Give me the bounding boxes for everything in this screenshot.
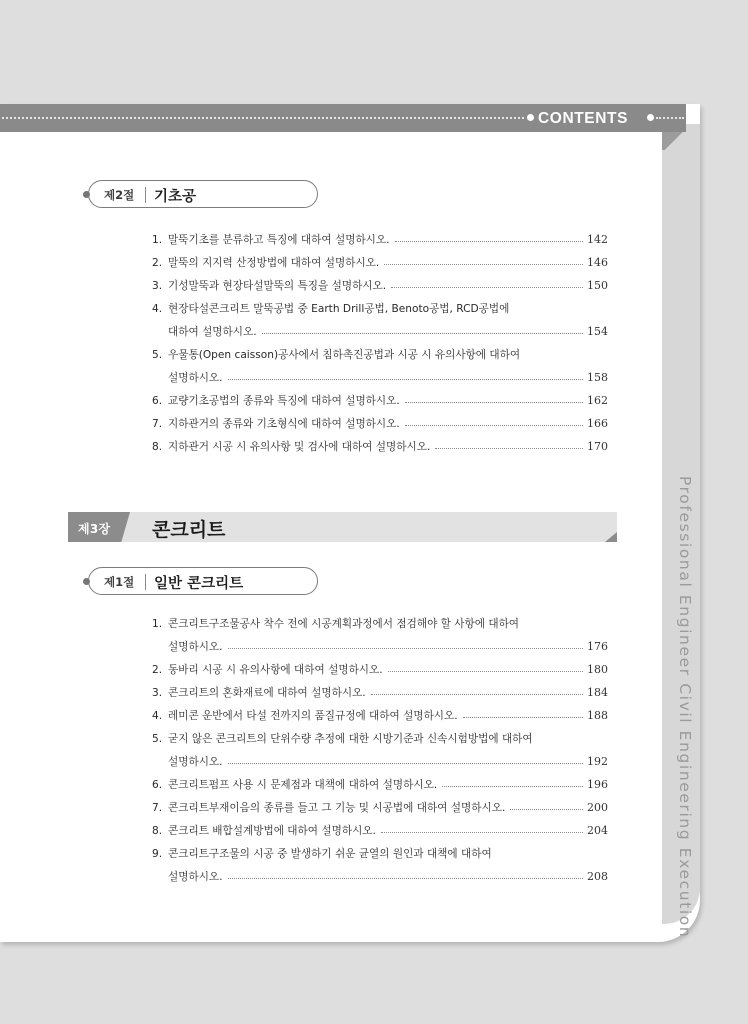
item-text: 콘크리트의 혼화재료에 대하여 설명하시오. <box>168 687 366 699</box>
item-number: 3. <box>152 279 163 292</box>
dot-leader <box>371 694 583 695</box>
item-text: 동바리 시공 시 유의사항에 대하여 설명하시오. <box>168 664 383 676</box>
dot-leader <box>391 287 583 288</box>
item-number: 2. <box>152 256 163 269</box>
section-title: 기초공 <box>154 189 197 205</box>
toc-line <box>152 842 608 865</box>
bullet-icon <box>647 114 654 121</box>
dot-leader <box>384 264 583 265</box>
toc-line <box>152 773 608 796</box>
corner-mark <box>605 532 617 542</box>
item-number: 1. <box>152 233 163 246</box>
toc-entry[interactable] <box>152 658 608 681</box>
bullet-icon <box>527 114 534 121</box>
toc-line <box>152 658 608 681</box>
divider <box>145 187 146 203</box>
toc-entry[interactable] <box>152 274 608 297</box>
dot-leader <box>228 763 583 764</box>
toc-line <box>152 343 608 366</box>
item-text: 말뚝의 지지력 산정방법에 대하여 설명하시오. <box>168 257 380 269</box>
item-text: 지하관거의 종류와 기초형식에 대하여 설명하시오. <box>168 418 400 430</box>
toc-line <box>152 366 608 389</box>
bullet-icon <box>83 191 90 198</box>
dot-leader <box>405 402 583 403</box>
item-text: 콘크리트구조물공사 착수 전에 시공계획과정에서 점검해야 할 사항에 대하여 <box>168 618 520 630</box>
item-number: 8. <box>152 440 163 453</box>
chapter-number: 제3장 <box>78 522 111 536</box>
dot-leader <box>228 648 583 649</box>
toc-line <box>152 389 608 412</box>
dot-leader <box>228 878 583 879</box>
page-number: 196 <box>587 778 608 791</box>
toc-entry[interactable] <box>152 389 608 412</box>
toc-entry[interactable] <box>152 412 608 435</box>
page-number: 158 <box>587 371 608 384</box>
toc-entry[interactable] <box>152 796 608 819</box>
divider <box>145 574 146 590</box>
dotted-rule <box>656 117 684 119</box>
side-title: Professional Engineer Civil Engineering Execution <box>676 476 694 939</box>
item-text: 말뚝기초를 분류하고 특징에 대하여 설명하시오. <box>168 234 390 246</box>
dotted-rule <box>2 117 524 119</box>
toc-entry[interactable] <box>152 842 608 888</box>
toc-entry[interactable] <box>152 297 608 343</box>
toc-line <box>152 635 608 658</box>
item-number: 2. <box>152 663 163 676</box>
section-header <box>88 567 318 595</box>
toc-entry[interactable] <box>152 819 608 842</box>
toc-line <box>152 681 608 704</box>
section-number: 제1절 <box>104 575 135 589</box>
item-number: 6. <box>152 778 163 791</box>
toc-entry[interactable] <box>152 251 608 274</box>
item-number: 6. <box>152 394 163 407</box>
toc-entry[interactable] <box>152 343 608 389</box>
toc-entry[interactable] <box>152 773 608 796</box>
item-number: 1. <box>152 617 163 630</box>
item-number: 4. <box>152 302 163 315</box>
item-text: 콘크리트 배합설계방법에 대하여 설명하시오. <box>168 825 376 837</box>
toc-entry[interactable] <box>152 681 608 704</box>
item-text: 설명하시오. <box>168 372 223 384</box>
item-number: 8. <box>152 824 163 837</box>
toc-line <box>152 297 608 320</box>
toc-line <box>152 412 608 435</box>
toc-line <box>152 320 608 343</box>
section-header <box>88 180 318 208</box>
item-number: 5. <box>152 732 163 745</box>
toc-line <box>152 865 608 888</box>
item-text: 우물통(Open caisson)공사에서 침하촉진공법과 시공 시 유의사항에 대하여 <box>168 349 521 361</box>
toc-line <box>152 435 608 458</box>
item-text: 지하관거 시공 시 유의사항 및 검사에 대하여 설명하시오. <box>168 441 431 453</box>
page-number: 166 <box>587 417 608 430</box>
toc-entry[interactable] <box>152 228 608 251</box>
item-text: 콘크리트펌프 사용 시 문제점과 대책에 대하여 설명하시오. <box>168 779 438 791</box>
toc-entry[interactable] <box>152 612 608 658</box>
toc-line <box>152 819 608 842</box>
page-number: 146 <box>587 256 608 269</box>
dot-leader <box>388 671 583 672</box>
item-text: 기성말뚝과 현장타설말뚝의 특징을 설명하시오. <box>168 280 387 292</box>
dot-leader <box>395 241 583 242</box>
toc-entry[interactable] <box>152 704 608 727</box>
page-number: 162 <box>587 394 608 407</box>
item-number: 4. <box>152 709 163 722</box>
item-text: 대하여 설명하시오. <box>168 326 257 338</box>
item-text: 교량기초공법의 종류와 특징에 대하여 설명하시오. <box>168 395 400 407</box>
page-number: 184 <box>587 686 608 699</box>
page-number: 170 <box>587 440 608 453</box>
page-number: 180 <box>587 663 608 676</box>
toc-line <box>152 251 608 274</box>
dot-leader <box>262 333 583 334</box>
dot-leader <box>381 832 583 833</box>
page-fold <box>662 132 686 150</box>
item-number: 9. <box>152 847 163 860</box>
toc-line <box>152 704 608 727</box>
dot-leader <box>510 809 583 810</box>
page-number: 176 <box>587 640 608 653</box>
page-number: 208 <box>587 870 608 883</box>
page-number: 192 <box>587 755 608 768</box>
dot-leader <box>442 786 583 787</box>
item-number: 5. <box>152 348 163 361</box>
dot-leader <box>435 448 583 449</box>
section-number: 제2절 <box>104 188 135 202</box>
page-number: 154 <box>587 325 608 338</box>
page-number: 150 <box>587 279 608 292</box>
item-text: 설명하시오. <box>168 756 223 768</box>
toc-line <box>152 796 608 819</box>
item-text: 콘크리트구조물의 시공 중 발생하기 쉬운 균열의 원인과 대책에 대하여 <box>168 848 492 860</box>
toc-line <box>152 750 608 773</box>
item-number: 7. <box>152 417 163 430</box>
dot-leader <box>228 379 583 380</box>
chapter-header <box>68 512 617 542</box>
toc-line <box>152 228 608 251</box>
dot-leader <box>463 717 583 718</box>
item-text: 현장타설콘크리트 말뚝공법 중 Earth Drill공법, Benoto공법, RCD공법에 <box>168 303 510 315</box>
item-text: 설명하시오. <box>168 641 223 653</box>
dot-leader <box>405 425 583 426</box>
page-number: 200 <box>587 801 608 814</box>
item-text: 굳지 않은 콘크리트의 단위수량 추정에 대한 시방기준과 신속시험방법에 대하여 <box>168 733 533 745</box>
toc-entry[interactable] <box>152 727 608 773</box>
toc-line <box>152 274 608 297</box>
toc-line <box>152 612 608 635</box>
toc-list <box>152 228 608 458</box>
toc-line <box>152 727 608 750</box>
item-text: 레미콘 운반에서 타설 전까지의 품질규정에 대하여 설명하시오. <box>168 710 458 722</box>
item-number: 3. <box>152 686 163 699</box>
bullet-icon <box>83 578 90 585</box>
page-number: 188 <box>587 709 608 722</box>
section-title: 일반 콘크리트 <box>154 576 244 592</box>
item-text: 설명하시오. <box>168 871 223 883</box>
page-number: 204 <box>587 824 608 837</box>
contents-title: CONTENTS <box>538 110 629 127</box>
chapter-title: 콘크리트 <box>152 519 226 541</box>
toc-list <box>152 612 608 888</box>
toc-entry[interactable] <box>152 435 608 458</box>
page-number: 142 <box>587 233 608 246</box>
item-number: 7. <box>152 801 163 814</box>
item-text: 콘크리트부재이음의 종류를 들고 그 기능 및 시공법에 대하여 설명하시오. <box>168 802 506 814</box>
